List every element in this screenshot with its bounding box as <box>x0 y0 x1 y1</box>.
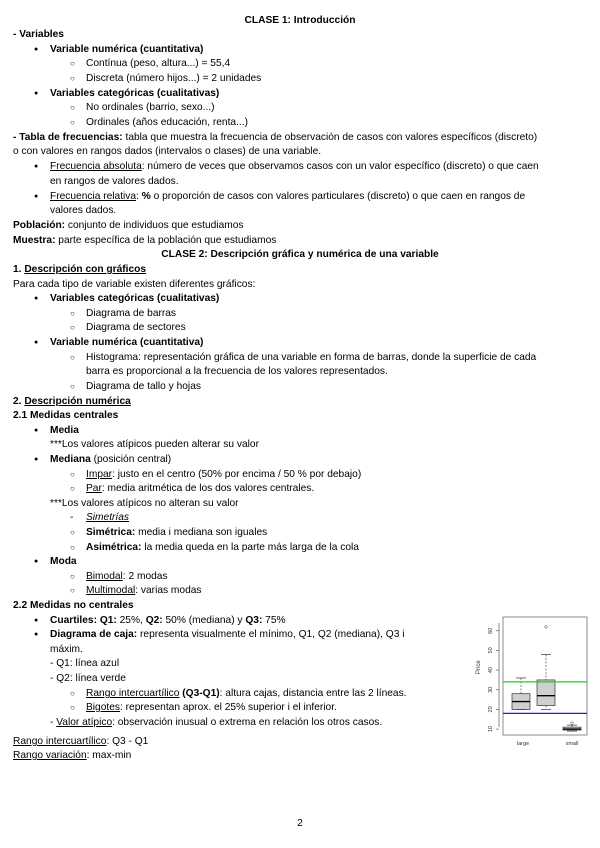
list-item: ○ Ordinales (años educación, renta...) <box>86 116 248 130</box>
y-tick-label: 30 <box>488 686 494 693</box>
y-tick-label: 20 <box>488 706 494 713</box>
x-tick-label-small: small <box>565 741 579 747</box>
list-item: ● Mediana (posición central) <box>50 453 171 467</box>
list-item: ○ Discreta (número hijos...) = 2 unidades <box>86 72 261 86</box>
box <box>537 680 555 706</box>
page-number: 2 <box>297 818 303 829</box>
section-1-intro: Para cada tipo de variable existen diferentes gráficos: <box>13 279 256 290</box>
note: ***Los valores atípicos pueden alterar su valor <box>50 439 259 450</box>
valor-atipico: - Valor atípico: observación inusual o extrema en relación los otros casos. <box>50 717 383 728</box>
list-item-cont: barra es proporcional a la frecuencia de los valores representados. <box>86 366 388 377</box>
muestra: Muestra: parte específica de la población que estudiamos <box>13 235 277 246</box>
list-item: ○ Simétrica: media i mediana son iguales <box>86 526 267 540</box>
list-item-cont: máxim. <box>50 644 83 655</box>
list-item: ○ Par: media aritmética de los dos valores centrales. <box>86 482 314 496</box>
list-item: ● Cuartiles: Q1: 25%, Q2: 50% (mediana) y Q3: 75% <box>50 614 286 628</box>
list-item: ○ Multimodal: varias modas <box>86 584 202 598</box>
list-item: ● Variables categóricas (cualitativas) <box>50 87 219 101</box>
q2-line-note: - Q2: línea verde <box>50 673 126 684</box>
list-item: ○ Bimodal: 2 modas <box>86 570 168 584</box>
y-tick-label: 50 <box>488 647 494 654</box>
section-2-heading: 2. Descripción numérica <box>13 396 131 407</box>
tabla-frecuencias-cont: o con valores en rangos dados (intervalos o clases) de una variable. <box>13 146 322 157</box>
plot-frame <box>503 617 587 735</box>
section-1-heading: 1. Descripción con gráficos <box>13 264 147 275</box>
list-item: ● Moda <box>50 555 77 569</box>
y-tick-label: 60 <box>488 627 494 634</box>
boxes <box>512 626 581 732</box>
list-item: ○ Impar: justo en el centro (50% por encima / 50 % por debajo) <box>86 468 361 482</box>
list-item: ○ No ordinales (barrio, sexo...) <box>86 101 215 115</box>
note: ***Los valores atípicos no alteran su valor <box>50 498 239 509</box>
list-item-cont: valores dados. <box>50 205 117 216</box>
y-ticks <box>488 628 499 732</box>
list-item: ● Variables categóricas (cualitativas) <box>50 292 219 306</box>
y-tick-label: 10 <box>488 726 494 733</box>
list-item: ○ Histograma: representación gráfica de una variable en forma de barras, donde la superficie de cada <box>86 351 536 365</box>
variables-heading: - Variables <box>13 29 64 40</box>
list-item: ● Variable numérica (cuantitativa) <box>50 43 203 57</box>
list-item: ○ Bigotes: representan aprox. el 25% superior i el inferior. <box>86 701 337 715</box>
list-item: - Simetrías <box>86 511 129 525</box>
list-item: ○ Diagrama de sectores <box>86 321 186 335</box>
y-tick-label: 40 <box>488 667 494 674</box>
boxplot-chart <box>466 612 590 752</box>
list-item: ○ Asimétrica: la media queda en la parte más larga de la cola <box>86 541 359 555</box>
list-item: ● Diagrama de caja: representa visualmente el mínimo, Q1, Q2 (mediana), Q3 i <box>50 628 404 642</box>
list-item: ● Frecuencia relativa: % o proporción de casos con valores particulares (discreto) o que caen en rangos de <box>50 190 525 204</box>
list-item: ○ Diagrama de barras <box>86 307 176 321</box>
poblacion: Población: conjunto de individuos que estudiamos <box>13 220 244 231</box>
tabla-frecuencias: - Tabla de frecuencias: tabla que muestra la frecuencia de observación de casos con valores específicos (discreto) <box>13 132 538 143</box>
clase2-title: CLASE 2: Descripción gráfica y numérica de una variable <box>161 249 439 260</box>
outlier-point <box>571 722 574 725</box>
list-item-cont: en rangos de valores dados. <box>50 176 179 187</box>
section-2-2-heading: 2.2 Medidas no centrales <box>13 600 134 611</box>
list-item: ● Variable numérica (cuantitativa) <box>50 336 203 350</box>
list-item: ● Frecuencia absoluta: número de veces que observamos casos con un valor específico (discreto) o que caen <box>50 160 539 174</box>
list-item: ○ Diagrama de tallo y hojas <box>86 380 201 394</box>
outlier-point <box>545 626 548 629</box>
rango-variacion: Rango variación: max-min <box>13 750 132 761</box>
clase1-title: CLASE 1: Introducción <box>244 15 356 26</box>
list-item: ● Media <box>50 424 79 438</box>
list-item: ○ Contínua (peso, altura...) = 55,4 <box>86 57 230 71</box>
q1-line-note: - Q1: línea azul <box>50 658 120 669</box>
rango-intercuartilico: Rango intercuartílico: Q3 - Q1 <box>13 736 149 747</box>
section-2-1-heading: 2.1 Medidas centrales <box>13 410 119 421</box>
list-item: ○ Rango intercuartílico (Q3-Q1): altura cajas, distancia entre las 2 líneas. <box>86 687 407 701</box>
y-axis-label: Price <box>476 660 482 674</box>
x-tick-label-large: large <box>516 741 530 747</box>
